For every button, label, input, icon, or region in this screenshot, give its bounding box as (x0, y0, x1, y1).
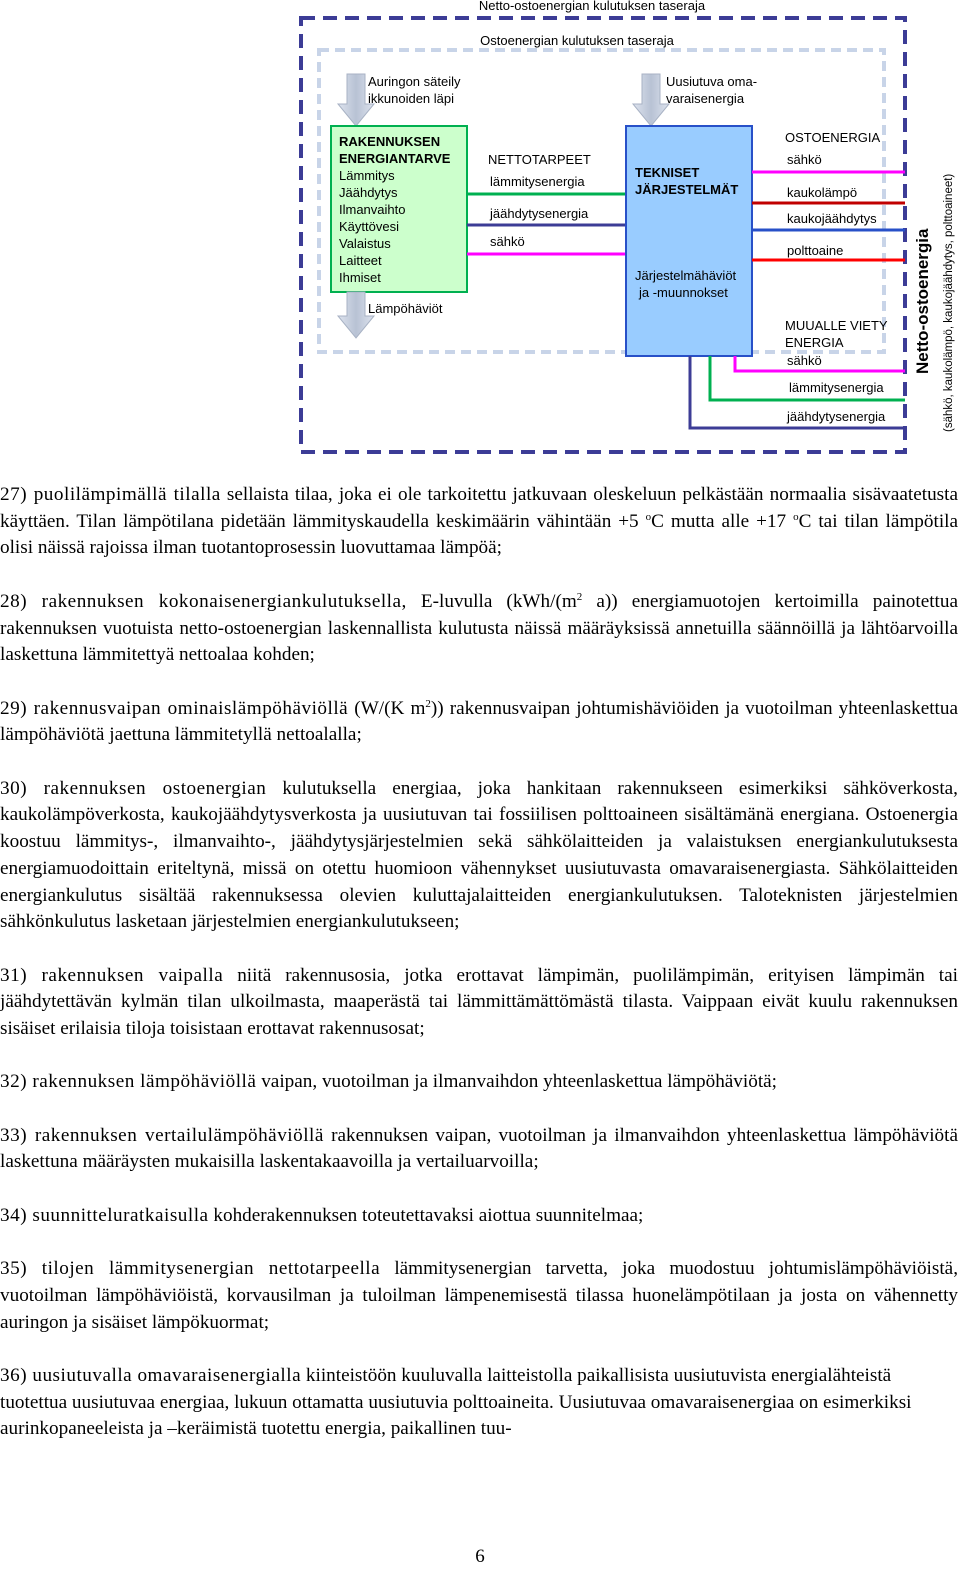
net-demand-title: NETTOTARPEET (488, 152, 591, 167)
definition-30: 30) rakennuksen ostoenergian kulutuksella energiaa, joka hankitaan rakennukseen esimerkiksi sähköverkosta, kaukolämpöverkosta, kaukojäähdytysverkosta ja uusiutuvan tai fossiilisen polttoaineen sisältämänä energiana. Ostoenergia koostuu lämmitys-, ilmanvaihto-, jäähdytysjärjestelmien sekä sähkölaitteiden ja valaistuksen energiankulutuksesta energiamuodoittain eriteltynä, missä on otettu huomioon vähennykset uusiutuvasta omavaraisenergiasta. Sähkölaitteiden energiankulutus sisältää rakennuksessa olevien kuluttajalaitteiden energiankulutuksen. Taloteknisten järjestelmien sähkönkulutus lasketaan järjestelmien energiankulutukseen; (0, 777, 958, 933)
purchased-fuel-label: polttoaine (787, 243, 844, 258)
demand-title-line-2: ENERGIANTARVE (339, 151, 451, 166)
net-purchased-side-sublabel: (sähkö, kaukolämpö, kaukojäähdytys, polttoaineet) (943, 173, 955, 432)
renewable-label-line-2: varaisenergia (666, 91, 745, 106)
exported-electricity-label: sähkö (787, 353, 822, 368)
demand-title-line-1: RAKENNUKSEN (339, 134, 441, 149)
definition-33: 33) rakennuksen vertailulämpöhäviöllä rakennuksen vaipan, vuotoilman ja ilmanvaihdon yhteenlaskettua lämpöhäviötä laskettuna määräysten mukaisilla laskentakaavoilla ja vertailuarvoilla; (0, 1124, 958, 1173)
demand-item: Ihmiset (339, 270, 381, 285)
net-demand-heating-label: lämmitysenergia (490, 174, 585, 189)
demand-item: Laitteet (339, 253, 382, 268)
net-demand-electricity-label: sähkö (490, 234, 525, 249)
renewable-label-line-1: Uusiutuva oma- (666, 74, 758, 89)
definition-28: 28) rakennuksen kokonaisenergiankulutuksella, E-luvulla ($kWh/(m^2$ a)) energiamuotojen kertoimilla painotettua rakennuksen vuotuista netto-ostoenergian laskennallista kulutusta näissä määräyksissä annetuilla säännöillä ja lähtöarvoilla laskettuna lämmitettyä nettoalaa kohden; (0, 590, 958, 666)
exported-title-line-1: MUUALLE VIETY (785, 318, 888, 333)
renewable-arrow-icon (633, 74, 669, 126)
exported-title-line-2: ENERGIA (785, 335, 844, 350)
systems-title-line-1: TEKNISET (635, 165, 700, 180)
net-purchased-side-label: Netto-ostoenergia (913, 228, 932, 374)
technical-systems-box (626, 126, 752, 356)
definition-34: 34) suunnitteluratkaisulla kohderakennuksen toteutettavaksi aiottua suunnitelmaa; (0, 1204, 644, 1226)
solar-label-line-1: Auringon säteily (368, 74, 461, 89)
exported-cooling-label: jäähdytysenergia (787, 409, 886, 424)
solar-label-line-2: ikkunoiden läpi (368, 91, 455, 106)
heat-loss-label: Lämpöhäviöt (368, 301, 443, 316)
systems-loss-line-1: Järjestelmähäviöt (635, 268, 737, 283)
page-number: 6 (475, 1546, 485, 1567)
energy-boundary-diagram (0, 0, 960, 470)
inner-boundary-title: Ostoenergian kulutuksen taseraja (480, 33, 674, 48)
definitions-list (0, 482, 958, 1470)
systems-loss-line-2: ja -muunnokset (639, 285, 728, 300)
definition-31: 31) rakennuksen vaipalla niitä rakennusosia, jotka erottavat lämpimän, puolilämpimän, erityisen lämpimän tai jäähdytettävän kylmän tilan ulkoilmasta, maaperästä tai lämmittämättömästä tilasta. Vaippaan eivät kuulu rakennuksen sisäiset erilaisia tiloja toisistaan erottavat rakennusosat; (0, 964, 958, 1039)
purchased-district-heat-label: kaukolämpö (787, 185, 858, 200)
net-demand-cooling-label: jäähdytysenergia (490, 206, 589, 221)
exported-heating-label: lämmitysenergia (789, 380, 884, 395)
demand-item: Valaistus (339, 236, 391, 251)
outer-boundary-title: Netto-ostoenergian kulutuksen taseraja (478, 0, 706, 13)
definition-36: 36) uusiutuvalla omavaraisenergialla kiinteistöön kuuluvalla laitteistolla paikallisista uusiutuvista energialähteistä tuotettua uusiutuvaa energiaa, lukuun ottamatta uusiutuvia polttoaineita. Uusiutuvaa omavaraisenergiaa on esimerkiksi aurinkopaneeleista ja –keräimistä tuotettu energia, paikallinen tuu- (0, 1365, 912, 1440)
demand-item: Ilmanvaihto (339, 202, 406, 217)
definition-27: 27) puolilämpimällä tilalla sellaista tilaa, joka ei ole tarkoitettu jatkuvaan oleskeluun pelkästään normaalia sisävaatetusta käyttäen. Tilan lämpötilana pidetään lämmityskaudella keskimäärin vähintään +5 $^o$C mutta alle +17 $^o$C tai tilan lämpötila olisi näissä rajoissa ilman tuotantoprosessin luovuttamaa lämpöä; (0, 484, 959, 559)
demand-item: Käyttövesi (339, 219, 399, 234)
purchased-electricity-label: sähkö (787, 152, 822, 167)
demand-item: Jäähdytys (339, 185, 398, 200)
systems-title-line-2: JÄRJESTELMÄT (635, 182, 739, 197)
definition-35: 35) tilojen lämmitysenergian nettotarpeella lämmitysenergian tarvetta, joka muodostuu johtumislämpöhäviöistä, vuotoilman lämpöhäviöistä, korvausilman ja tuloilman lämpenemisestä tilassa huonelämpötilaan ja josta on vähennetty auringon ja sisäiset lämpökuormat; (0, 1258, 958, 1333)
purchased-title: OSTOENERGIA (785, 130, 881, 145)
purchased-district-cooling-label: kaukojäähdytys (787, 211, 877, 226)
definition-29: 29) rakennusvaipan ominaislämpöhäviöllä (W/(K $m^2$)) rakennusvaipan johtumishäviöiden ja vuotoilman yhteenlaskettua lämpöhäviötä jaettuna lämmitetyllä nettoalalla; (0, 697, 958, 746)
demand-item: Lämmitys (339, 168, 395, 183)
definition-32: 32) rakennuksen lämpöhäviöllä vaipan, vuotoilman ja ilmanvaihdon yhteenlaskettua lämpöhäviötä; (0, 1071, 777, 1093)
